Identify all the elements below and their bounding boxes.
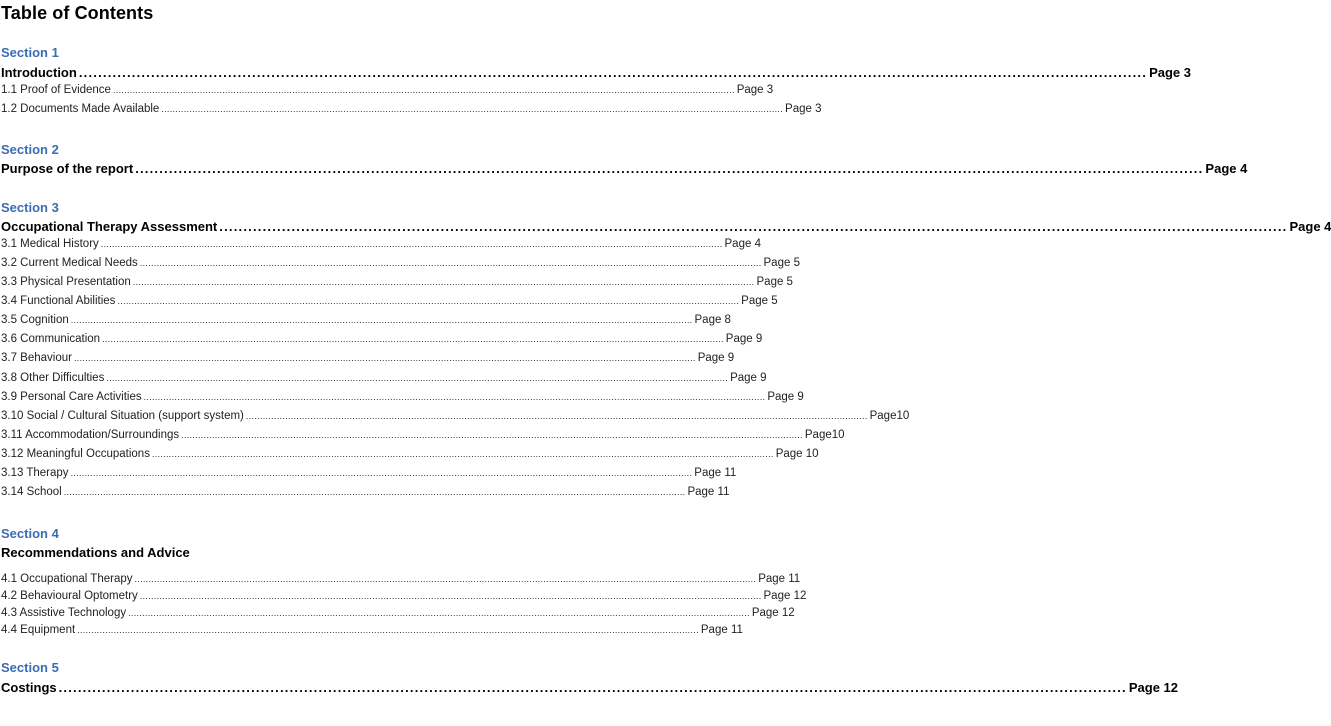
dot-leader: .............................................................................................................................................................................................................................. [143, 392, 766, 402]
dot-leader: .............................................................................................................................................................................................................................. [219, 219, 1288, 234]
dot-leader: .............................................................................................................................................................................................................................. [139, 591, 762, 601]
toc-page-ref: Page 3 [1149, 65, 1191, 80]
toc-entry-label: Occupational Therapy Assessment [1, 219, 218, 234]
dot-leader: .............................................................................................................................................................................................................................. [63, 487, 686, 497]
dot-leader: .............................................................................................................................................................................................................................. [245, 411, 868, 421]
toc-entry-label: 3.11 Accommodation/Surroundings [1, 429, 180, 441]
toc-entry-label: 3.3 Physical Presentation [1, 276, 131, 288]
dot-leader: .............................................................................................................................................................................................................................. [100, 239, 723, 249]
toc-entry-label: 3.5 Cognition [1, 314, 69, 326]
toc-entry-label: 3.8 Other Difficulties [1, 372, 105, 384]
dot-leader: .............................................................................................................................................................................................................................. [58, 680, 1127, 695]
toc-entry-current-medical-needs[interactable] [1, 257, 800, 269]
toc-entry-label: 3.6 Communication [1, 333, 101, 345]
toc-entry-assistive-technology[interactable] [1, 607, 795, 619]
toc-page-ref: Page 4 [724, 238, 761, 250]
toc-page-ref: Page 9 [767, 391, 804, 403]
dot-leader: .............................................................................................................................................................................................................................. [106, 373, 729, 383]
toc-page-ref: Page 4 [1205, 161, 1248, 176]
dot-leader: .............................................................................................................................................................................................................................. [151, 449, 774, 459]
toc-page-ref: Page10 [869, 410, 910, 422]
dot-leader: .............................................................................................................................................................................................................................. [139, 258, 762, 268]
toc-entry-recommendations-and-advice[interactable]: Recommendations and Advice [1, 545, 190, 560]
toc-page-ref: Page 12 [751, 607, 795, 619]
toc-page-ref: Page 9 [697, 352, 735, 364]
toc-page-ref: Page10 [804, 429, 845, 441]
section-heading: Section 1 [1, 45, 59, 60]
dot-leader: .............................................................................................................................................................................................................................. [117, 296, 740, 306]
toc-entry-label: 1.2 Documents Made Available [1, 103, 160, 115]
dot-leader: .............................................................................................................................................................................................................................. [73, 353, 696, 363]
toc-page-ref: Page 3 [785, 103, 822, 115]
toc-entry-label: 3.2 Current Medical Needs [1, 257, 138, 269]
dot-leader: .............................................................................................................................................................................................................................. [134, 574, 757, 584]
toc-entry-occupational-therapy-assessment[interactable] [1, 219, 1331, 234]
toc-entry-cognition[interactable] [1, 314, 731, 326]
dot-leader: .............................................................................................................................................................................................................................. [181, 430, 803, 440]
page-title: Table of Contents [1, 3, 154, 23]
toc-entry-label: 4.2 Behavioural Optometry [1, 590, 138, 602]
toc-entry-label: 3.12 Meaningful Occupations [1, 448, 150, 460]
toc-page-ref: Page 11 [687, 486, 730, 498]
section-heading: Section 3 [1, 200, 59, 215]
toc-entry-label: 1.1 Proof of Evidence [1, 84, 111, 96]
dot-leader: .............................................................................................................................................................................................................................. [70, 315, 693, 325]
toc-page-ref: Page 12 [763, 590, 807, 602]
dot-leader: .............................................................................................................................................................................................................................. [102, 334, 724, 344]
toc-entry-communication[interactable] [1, 333, 763, 345]
toc-entry-label: 3.10 Social / Cultural Situation (support system) [1, 410, 244, 422]
toc-entry-proof-of-evidence[interactable] [1, 84, 774, 96]
section-heading: Section 2 [1, 142, 59, 157]
toc-page-ref: Page 4 [1289, 219, 1331, 234]
toc-entry-label: 3.7 Behaviour [1, 352, 72, 364]
dot-leader: .............................................................................................................................................................................................................................. [132, 277, 755, 287]
dot-leader: .............................................................................................................................................................................................................................. [77, 625, 699, 635]
dot-leader: .............................................................................................................................................................................................................................. [78, 65, 1148, 80]
toc-entry-label: 4.1 Occupational Therapy [1, 573, 133, 585]
toc-entry-documents-made-available[interactable] [1, 103, 822, 115]
toc-entry-occupational-therapy[interactable] [1, 573, 801, 585]
toc-entry-costings[interactable] [1, 680, 1179, 695]
toc-entry-accommodation-surroundings[interactable] [1, 429, 845, 441]
section-heading: Section 5 [1, 660, 59, 675]
toc-entry-behavioural-optometry[interactable] [1, 590, 807, 602]
dot-leader: .............................................................................................................................................................................................................................. [128, 608, 750, 618]
toc-entry-label: 4.4 Equipment [1, 624, 76, 636]
toc-page-ref: Page 11 [700, 624, 743, 636]
toc-page-ref: Page 8 [694, 314, 731, 326]
toc-entry-label: 3.1 Medical History [1, 238, 99, 250]
toc-entry-label: 3.14 School [1, 486, 62, 498]
toc-page-ref: Page 11 [758, 573, 801, 585]
toc-entry-meaningful-occupations[interactable] [1, 448, 819, 460]
toc-page-ref: Page 11 [694, 467, 737, 479]
toc-entry-physical-presentation[interactable] [1, 276, 793, 288]
toc-entry-label: 3.4 Functional Abilities [1, 295, 116, 307]
dot-leader: .............................................................................................................................................................................................................................. [161, 104, 784, 114]
dot-leader: .............................................................................................................................................................................................................................. [70, 468, 693, 478]
toc-page-ref: Page 10 [775, 448, 819, 460]
toc-entry-personal-care-activities[interactable] [1, 391, 804, 403]
dot-leader: .............................................................................................................................................................................................................................. [112, 85, 735, 95]
toc-entry-label: Purpose of the report [1, 161, 134, 176]
toc-entry-label: Costings [1, 680, 57, 695]
toc-page-ref: Page 9 [730, 372, 767, 384]
toc-entry-label: 4.3 Assistive Technology [1, 607, 127, 619]
toc-entry-purpose-of-report[interactable] [1, 161, 1248, 176]
toc-entry-behaviour[interactable] [1, 352, 735, 364]
toc-page-ref: Page 5 [756, 276, 793, 288]
toc-entry-medical-history[interactable] [1, 238, 761, 250]
toc-entry-social-cultural-situation[interactable] [1, 410, 910, 422]
toc-entry-label: 3.9 Personal Care Activities [1, 391, 142, 403]
toc-entry-label: 3.13 Therapy [1, 467, 69, 479]
toc-entry-school[interactable] [1, 486, 730, 498]
toc-entry-therapy[interactable] [1, 467, 737, 479]
toc-page-ref: Page 3 [736, 84, 774, 96]
toc-entry-functional-abilities[interactable] [1, 295, 778, 307]
toc-page-ref: Page 9 [725, 333, 763, 345]
toc-page-ref: Page 5 [741, 295, 778, 307]
toc-page-ref: Page 5 [763, 257, 800, 269]
toc-entry-other-difficulties[interactable] [1, 372, 767, 384]
toc-page-ref: Page 12 [1128, 680, 1179, 695]
toc-entry-label: Introduction [1, 65, 77, 80]
section-heading: Section 4 [1, 526, 59, 541]
toc-entry-equipment[interactable] [1, 624, 743, 636]
dot-leader: .............................................................................................................................................................................................................................. [135, 161, 1204, 176]
toc-entry-introduction[interactable] [1, 65, 1191, 80]
